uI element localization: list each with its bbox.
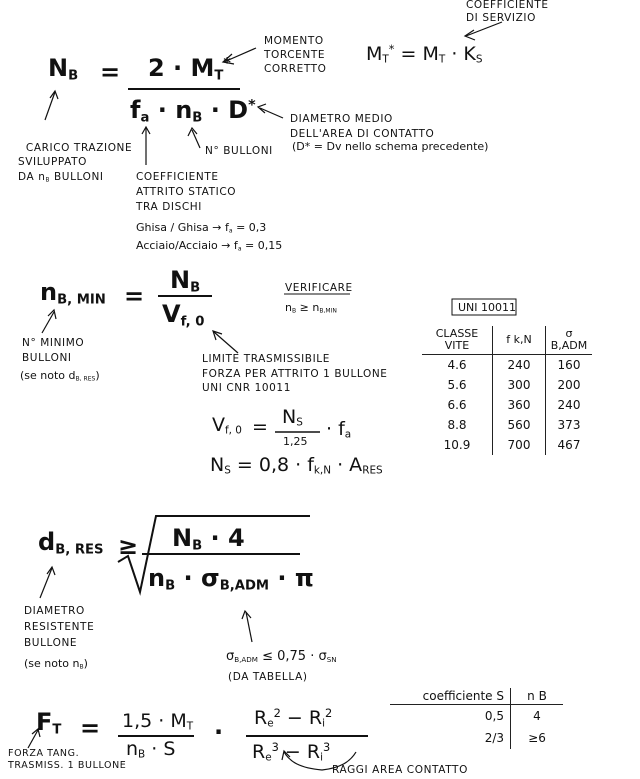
diametro-label: DIAMETRO MEDIO DELL'AREA DI CONTATTO — [290, 113, 435, 140]
table-row: 10.9 700 467 — [422, 435, 592, 455]
s-table — [390, 688, 563, 749]
s-header-nb: n B — [511, 688, 564, 705]
ft-lhs: $F_T$ — [36, 708, 62, 738]
momento-label: MOMENTO TORCENTE CORRETTO — [264, 35, 327, 76]
table-row: 4.6 240 160 — [422, 355, 592, 376]
uni-header-sigma: σ B,ADM — [546, 326, 593, 355]
table-row: 0,5 4 — [390, 705, 563, 728]
nb-lhs: $N_B$ — [48, 54, 79, 84]
vf-eq: = — [252, 416, 268, 438]
ft-numerator1: $1,5 \cdot M_T$ — [122, 710, 194, 733]
ft-denominator1: $n_B \cdot S$ — [126, 738, 176, 761]
table-row: 6.6 360 240 — [422, 395, 592, 415]
sigma-formula: $\sigma_{B,ADM} \le 0,75 \cdot \sigma_{SN}$ — [226, 649, 337, 664]
ft-denominator2: $R_e^3 - R_i^3$ — [252, 740, 331, 764]
dbres-denominator: $n_B \cdot \sigma_{B,ADM} \cdot \pi$ — [148, 564, 314, 594]
vf-end: · $f_a$ — [326, 418, 352, 441]
table-row: 5.6 300 200 — [422, 375, 592, 395]
carico-label: CARICO TRAZIONE SVILUPPATO DA $n_B$ BULLONI — [18, 141, 133, 184]
nbmin-eq: = — [124, 282, 145, 310]
verificare-expr: $n_B \ge n_{B,MIN}$ — [285, 301, 337, 315]
vf-lhs: $V_{f, 0}$ — [212, 414, 242, 437]
nbulloni-label: N° BULLONI — [205, 145, 273, 157]
coeff-servizio-label: COEFFICIENTE DI SERVIZIO — [466, 0, 549, 24]
verificare-label: VERIFICARE — [285, 282, 353, 294]
forza-tang-label: FORZA TANG. TRASMISS. 1 BULLONE — [8, 748, 127, 771]
ft-dot: · — [214, 718, 224, 746]
minimo-label: N° MINIMO BULLONI — [22, 337, 85, 364]
vf-denominator: 1,25 — [283, 435, 308, 448]
ns-formula: $N_S = 0,8 \cdot f_{k,N} \cdot A_{RES}$ — [210, 454, 383, 477]
table-row: 8.8 560 373 — [422, 415, 592, 435]
diametro-resistente-label: DIAMETRO RESISTENTE BULLONE — [24, 605, 95, 649]
dbres-rel: ≥ — [118, 532, 139, 560]
nbmin-lhs: $n_{B, MIN}$ — [40, 278, 106, 308]
dbres-numerator: $N_B \cdot 4$ — [172, 524, 245, 554]
acciaio-line: Acciaio/Acciaio → $f_a = 0,15$ — [136, 239, 283, 253]
s-header-coeff: coefficiente S — [390, 688, 511, 705]
se-noto-nb: (se noto $n_B$) — [24, 657, 88, 671]
da-tabella: (DA TABELLA) — [228, 671, 308, 683]
table-row: 2/3 ≥6 — [390, 727, 563, 749]
uni-table — [422, 326, 592, 455]
vf-numerator: $N_S$ — [282, 406, 303, 429]
limite-label: LIMITE TRASMISSIBILE FORZA PER ATTRITO 1 BULLONE UNI CNR 10011 — [202, 353, 388, 395]
ft-eq: = — [80, 714, 101, 742]
ghisa-line: Ghisa / Ghisa → $f_a = 0,3$ — [136, 221, 267, 235]
nbmin-numerator: $N_B$ — [170, 266, 201, 296]
uni-header-fkn: f k,N — [493, 326, 546, 355]
mt-formula: $M_T^* = M_T \cdot K_S$ — [366, 42, 483, 66]
nbmin-denominator: $V_{f, 0}$ — [162, 300, 205, 330]
nb-numerator: $2 \cdot M_T^*$ — [148, 54, 231, 84]
ft-numerator2: $R_e^2 - R_i^2$ — [254, 706, 333, 730]
uni-table-title: UNI 10011 — [458, 301, 517, 314]
diametro-note: (D* = Dv nello schema precedente) — [292, 140, 489, 153]
nb-eq: = — [100, 58, 121, 86]
se-noto-dbres: (se noto $d_{B, RES}$) — [20, 369, 100, 383]
uni-header-classe: CLASSE VITE — [422, 326, 493, 355]
raggi-label: RAGGI AREA CONTATTO — [332, 764, 468, 776]
nb-denominator: $f_a \cdot n_B \cdot D^*$ — [130, 96, 256, 126]
dbres-lhs: $d_{B, RES}$ — [38, 528, 104, 558]
coeff-attrito-label: COEFFICIENTE ATTRITO STATICO TRA DISCHI — [136, 171, 237, 214]
